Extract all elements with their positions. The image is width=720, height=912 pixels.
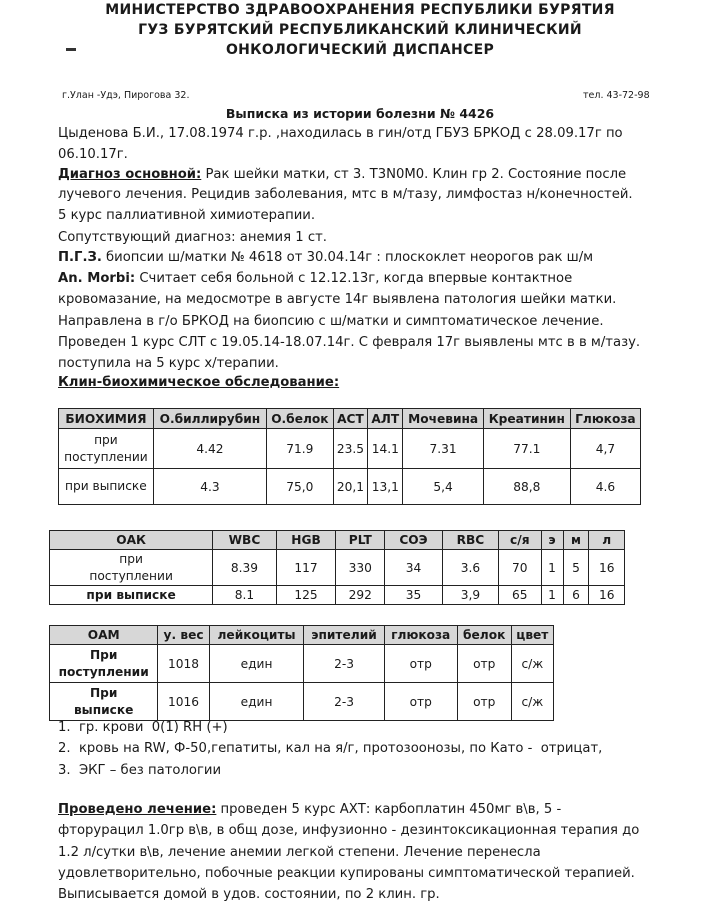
table-cell: с/ж: [511, 683, 553, 721]
diagnosis-line-2: лучевого лечения. Рецидив заболевания, мтс в м/тазу, лимфостаз н/конечностей.: [58, 187, 633, 202]
table-row: [50, 550, 625, 586]
biochem-header: О.биллирубин: [153, 409, 266, 429]
row-label: при поступлении: [50, 550, 213, 586]
ministry-header: МИНИСТЕРСТВО ЗДРАВООХРАНЕНИЯ РЕСПУБЛИКИ БУРЯТИЯ: [105, 2, 615, 18]
table-cell: 4.3: [153, 469, 266, 505]
table-cell: 5: [563, 550, 589, 586]
table-cell: 3,9: [442, 586, 498, 605]
table-row: [50, 683, 554, 721]
row-label: При поступлении: [50, 645, 158, 683]
treatment-line-2: фторурацил 1.0гр в\в, в общ дозе, инфузионно - дезинтоксикационная терапия до: [58, 823, 640, 838]
oak-header: PLT: [336, 531, 385, 550]
biochem-header: Креатинин: [483, 409, 570, 429]
oam-header: эпителий: [304, 626, 384, 645]
table-cell: 1: [541, 550, 563, 586]
row-label: при выписке: [59, 469, 154, 505]
diagnosis-line-1: [58, 167, 626, 182]
table-cell: 14.1: [368, 429, 403, 469]
table-cell: отр: [384, 683, 457, 721]
biochem-header: О.белок: [266, 409, 333, 429]
table-cell: 5,4: [403, 469, 483, 505]
table-cell: 16: [589, 550, 625, 586]
table-row: [50, 645, 554, 683]
table-cell: 20,1: [333, 469, 367, 505]
patient-line-2: 06.10.17г.: [58, 147, 128, 162]
address: г.Улан -Удэ, Пирогова 32.: [62, 90, 190, 101]
table-cell: 16: [589, 586, 625, 605]
treatment-line-1: [58, 802, 561, 817]
list-item: 1. гр. крови 0(1) RH (+): [58, 720, 228, 735]
table-cell: 71.9: [266, 429, 333, 469]
table-cell: един: [209, 645, 304, 683]
oak-header: с/я: [499, 531, 541, 550]
concomitant-diagnosis: Сопутствующий диагноз: анемия 1 ст.: [58, 230, 327, 245]
table-cell: 2-3: [304, 645, 384, 683]
list-item: 2. кровь на RW, Ф-50,гепатиты, кал на я/г, протозоонозы, по Като - отрицат,: [58, 741, 603, 756]
anamnesis-line-1: [58, 271, 572, 286]
oak-header: ОАК: [50, 531, 213, 550]
anamnesis-line-3: Направлена в г/о БРКОД на биопсию с ш/матки и симптоматическое лечение.: [58, 314, 604, 329]
diagnosis-text: Рак шейки матки, ст 3. Т3N0M0. Клин гр 2. Состояние после: [201, 167, 627, 182]
table-cell: 70: [499, 550, 541, 586]
biochem-header: Мочевина: [403, 409, 483, 429]
row-label: при выписке: [50, 586, 213, 605]
table-cell: отр: [384, 645, 457, 683]
anamnesis-line-5: поступила на 5 курс х/терапии.: [58, 356, 279, 371]
table-cell: 8.1: [213, 586, 276, 605]
table-cell: 1018: [158, 645, 209, 683]
diagnosis-line-3: 5 курс паллиативной химиотерапии.: [58, 208, 316, 223]
table-cell: 88,8: [483, 469, 570, 505]
oam-header: ОАМ: [50, 626, 158, 645]
oam-table: [49, 625, 554, 721]
biochem-header: Глюкоза: [570, 409, 640, 429]
table-cell: 34: [385, 550, 443, 586]
table-cell: 117: [276, 550, 336, 586]
row-label: при поступлении: [59, 429, 154, 469]
treatment-line-3: 1.2 л/сутки в\в, лечение анемии легкой степени. Лечение перенесла: [58, 845, 541, 860]
table-cell: 7.31: [403, 429, 483, 469]
scan-mark: [66, 48, 76, 51]
table-cell: 13,1: [368, 469, 403, 505]
treatment-line-4: удовлетворительно, побочные реакции купированы симптоматической терапией.: [58, 866, 635, 881]
table-cell: 4,7: [570, 429, 640, 469]
biochem-header: БИОХИМИЯ: [59, 409, 154, 429]
oak-header: э: [541, 531, 563, 550]
oak-header: HGB: [276, 531, 336, 550]
table-cell: 4.42: [153, 429, 266, 469]
dispensary-header: ОНКОЛОГИЧЕСКИЙ ДИСПАНСЕР: [225, 42, 495, 58]
oam-header: глюкоза: [384, 626, 457, 645]
anamnesis-text: Считает себя больной с 12.12.13г, когда впервые контактное: [135, 271, 573, 286]
oak-header: WBC: [213, 531, 276, 550]
table-cell: 23.5: [333, 429, 367, 469]
oam-header: лейкоциты: [209, 626, 304, 645]
table-cell: 8.39: [213, 550, 276, 586]
institution-header: ГУЗ БУРЯТСКИЙ РЕСПУБЛИКАНСКИЙ КЛИНИЧЕСКИЙ: [138, 22, 582, 38]
table-cell: 1: [541, 586, 563, 605]
table-cell: 3.6: [442, 550, 498, 586]
table-cell: 292: [336, 586, 385, 605]
table-cell: 2-3: [304, 683, 384, 721]
biochem-table: [58, 408, 641, 505]
anamnesis-line-2: кровомазание, на медосмотре в августе 14г выявлена патология шейки матки.: [58, 292, 617, 307]
table-row: [50, 586, 625, 605]
table-cell: 65: [499, 586, 541, 605]
treatment-text: проведен 5 курс АХТ: карбоплатин 450мг в\в, 5 -: [216, 802, 562, 817]
table-cell: с/ж: [511, 645, 553, 683]
treatment-label: Проведено лечение:: [58, 802, 217, 817]
table-cell: 35: [385, 586, 443, 605]
oak-header: СОЭ: [385, 531, 443, 550]
oak-header: л: [589, 531, 625, 550]
table-cell: отр: [457, 683, 511, 721]
anamnesis-label: An. Morbi:: [58, 271, 136, 286]
table-cell: 75,0: [266, 469, 333, 505]
phone: тел. 43-72-98: [583, 90, 650, 101]
list-item: 3. ЭКГ – без патологии: [58, 763, 222, 778]
oak-header: RBC: [442, 531, 498, 550]
pgz-text: биопсии ш/матки № 4618 от 30.04.14г : плоскоклет неорогов рак ш/м: [101, 250, 594, 265]
anamnesis-line-4: Проведен 1 курс СЛТ с 19.05.14-18.07.14г. С февраля 17г выявлены мтс в в м/тазу.: [58, 335, 641, 350]
oak-header: м: [563, 531, 589, 550]
table-cell: 330: [336, 550, 385, 586]
biochem-header: АЛТ: [368, 409, 403, 429]
exam-heading: Клин-биохимическое обследование:: [58, 375, 340, 390]
table-row: [59, 429, 641, 469]
table-cell: 4.6: [570, 469, 640, 505]
table-cell: 6: [563, 586, 589, 605]
document-title: Выписка из истории болезни № 4426: [225, 106, 495, 121]
oam-header: цвет: [511, 626, 553, 645]
table-cell: 125: [276, 586, 336, 605]
pgz-line: [58, 250, 593, 265]
oam-header: белок: [457, 626, 511, 645]
oak-table: [49, 530, 625, 605]
patient-text: Цыденова Б.И., 17.08.1974 г.р. ,находилась в гин/отд ГБУЗ БРКОД с 28.09.17г по: [58, 126, 623, 141]
table-cell: 1016: [158, 683, 209, 721]
row-label: При выписке: [50, 683, 158, 721]
table-cell: 77.1: [483, 429, 570, 469]
table-cell: отр: [457, 645, 511, 683]
biochem-header: АСТ: [333, 409, 367, 429]
treatment-line-5: Выписывается домой в удов. состоянии, по 2 клин. гр.: [58, 887, 440, 902]
diagnosis-label: Диагноз основной:: [58, 167, 202, 182]
oam-header: у. вес: [158, 626, 209, 645]
table-row: [59, 469, 641, 505]
pgz-label: П.Г.З.: [58, 250, 102, 265]
table-cell: един: [209, 683, 304, 721]
patient-line-1: [58, 126, 654, 141]
